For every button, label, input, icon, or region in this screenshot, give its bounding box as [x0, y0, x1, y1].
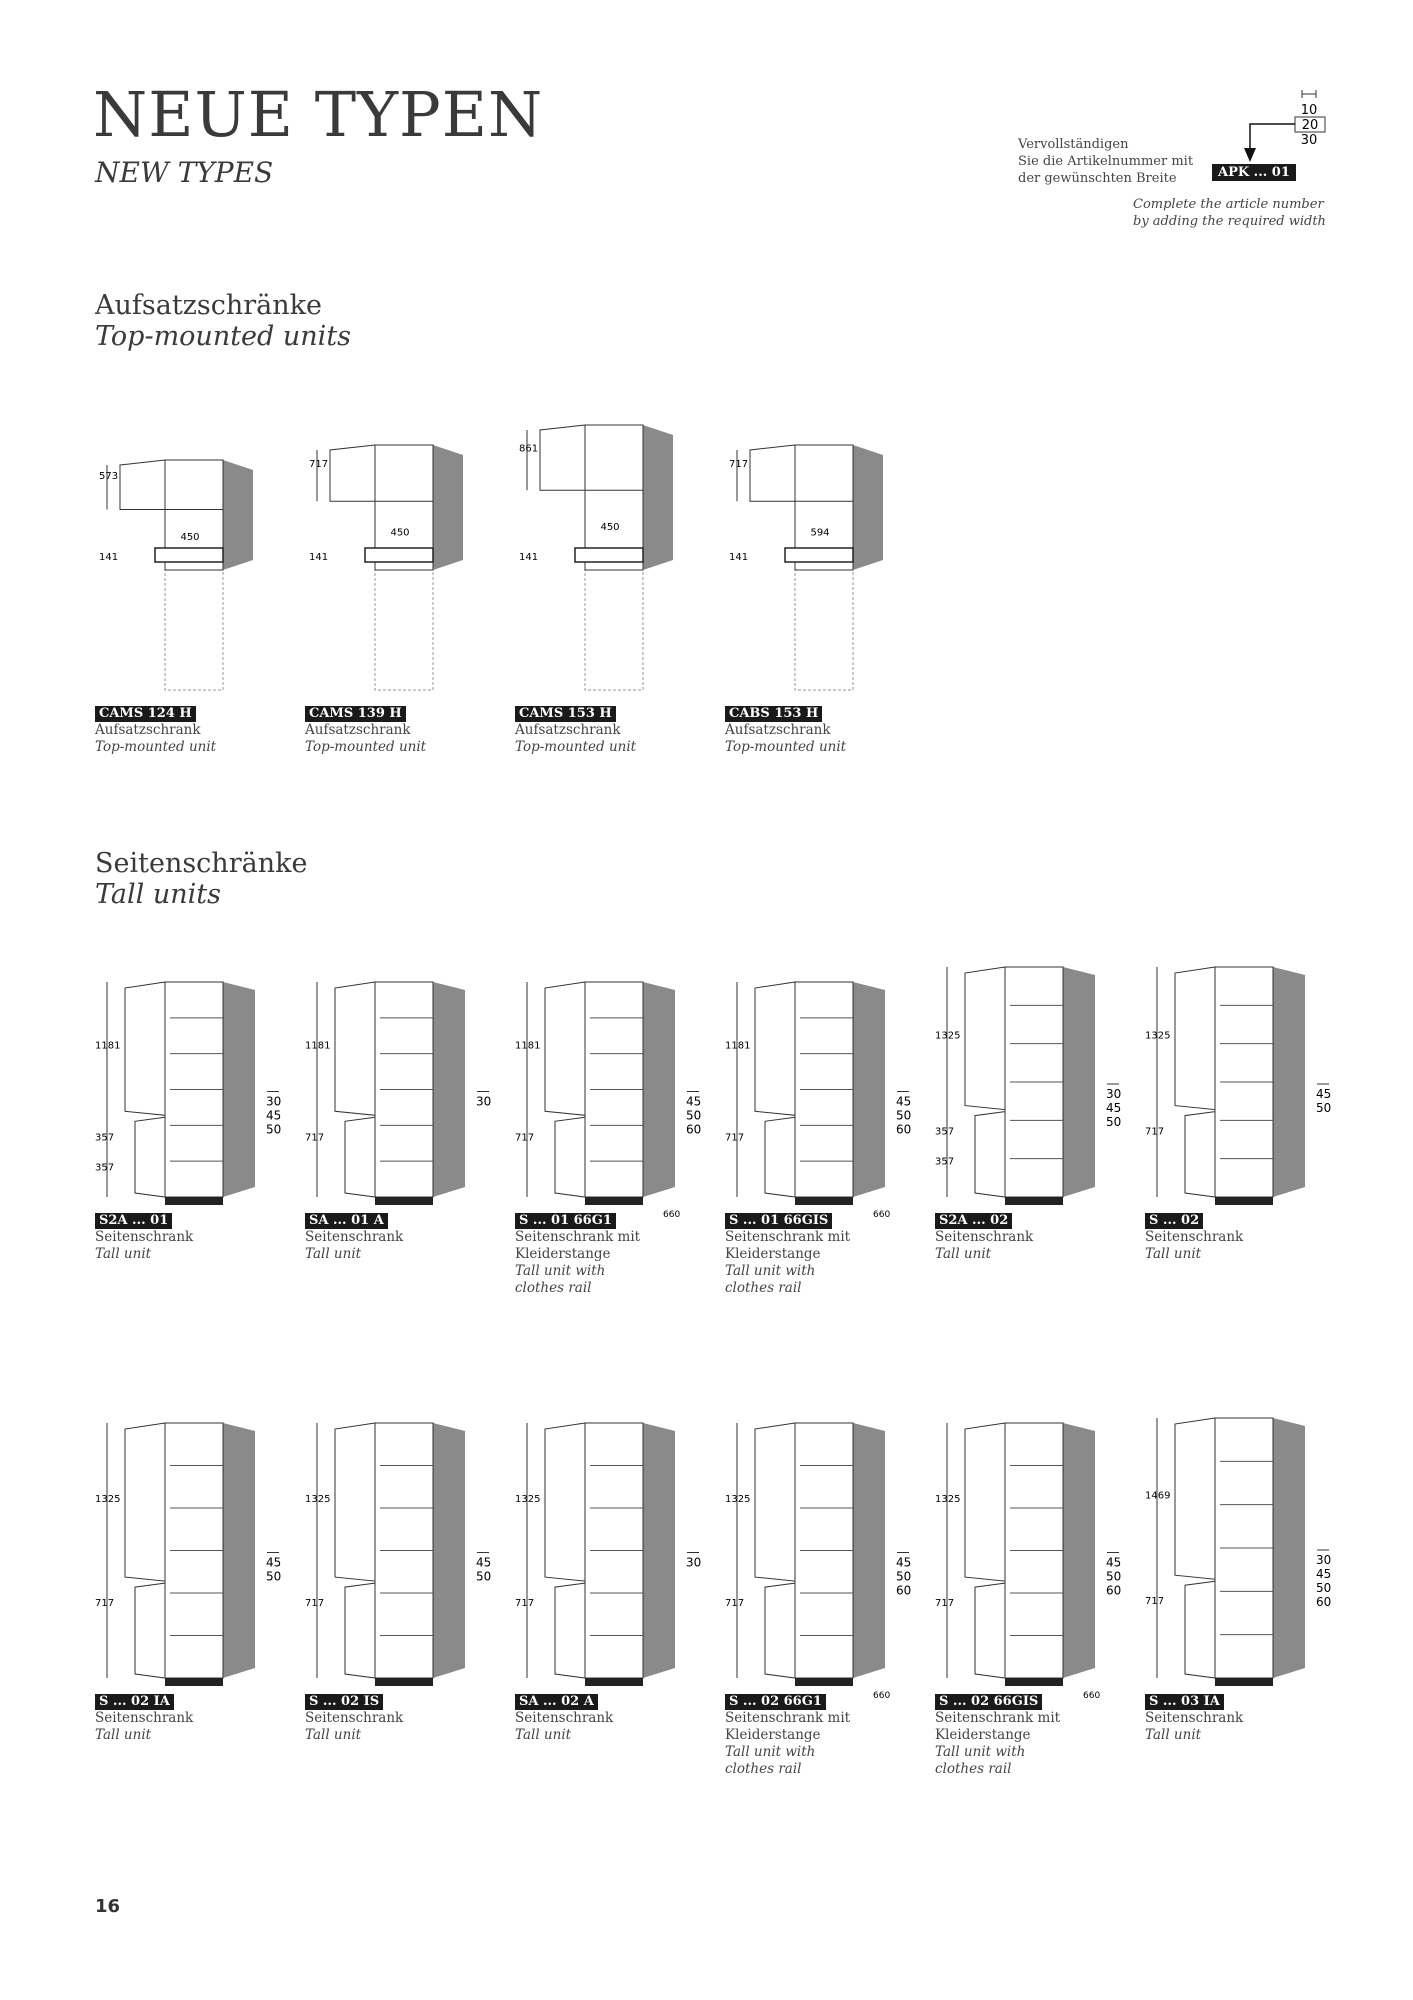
width-option: 60 — [686, 1122, 702, 1137]
cabinet-drawing — [95, 1418, 300, 1690]
hint-text-de — [1018, 136, 1193, 187]
side-panel — [1063, 1423, 1095, 1678]
page-title: NEUE TYPEN — [93, 78, 544, 151]
description-de: Kleiderstange — [935, 1727, 1031, 1743]
width-option: 30 — [1300, 133, 1318, 148]
open-door-lower — [345, 1583, 375, 1678]
article-code: CAMS 124 H — [95, 706, 196, 722]
open-door-lower — [135, 1583, 165, 1678]
open-door-lower — [975, 1112, 1005, 1197]
height-label: 141 — [519, 552, 539, 563]
cabinet-drawing — [305, 962, 510, 1209]
open-door-lower — [1185, 1581, 1215, 1678]
description-en: Tall unit — [1145, 1246, 1202, 1262]
drawer — [365, 548, 433, 562]
width-option: 30 — [266, 1094, 282, 1109]
width-option: 60 — [896, 1122, 912, 1137]
open-door-lower — [975, 1583, 1005, 1678]
height-label: 1325 — [305, 1494, 331, 1506]
side-panel — [853, 445, 883, 570]
width-option: 50 — [1316, 1581, 1332, 1595]
width-option: 10 — [1300, 103, 1318, 118]
description-de: Kleiderstange — [725, 1727, 821, 1743]
width-option: 50 — [476, 1569, 492, 1584]
open-door — [330, 445, 375, 501]
width-option: 50 — [896, 1108, 912, 1123]
appliance-outline — [375, 570, 433, 690]
product-card — [1145, 1418, 1350, 1744]
height-label: 717 — [515, 1598, 535, 1610]
drawer — [785, 548, 853, 562]
open-door-lower — [555, 1583, 585, 1678]
open-door — [120, 460, 165, 510]
height-label: 717 — [305, 1598, 325, 1610]
open-door — [335, 982, 375, 1115]
height-label: 1325 — [725, 1494, 751, 1506]
depth-label: 660 — [873, 1210, 891, 1220]
section-title-en: Tall units — [95, 879, 221, 910]
plinth — [375, 1678, 433, 1686]
arrow-icon — [1250, 124, 1295, 148]
description-en: Tall unit — [95, 1246, 152, 1262]
description-en: clothes rail — [725, 1761, 802, 1777]
width-option: 45 — [1106, 1555, 1122, 1570]
section-heading-top-mounted — [95, 290, 351, 352]
cabinet-drawing — [935, 1418, 1140, 1701]
open-door — [965, 1423, 1005, 1581]
article-code: CAMS 153 H — [515, 706, 616, 722]
plinth — [1215, 1678, 1273, 1686]
article-code: S2A ... 02 — [935, 1213, 1012, 1229]
side-panel — [223, 1423, 255, 1678]
open-door — [545, 1423, 585, 1581]
description-en: Top-mounted unit — [725, 739, 847, 755]
description-en: Tall unit — [1145, 1727, 1202, 1743]
width-option: 30 — [1106, 1087, 1122, 1101]
cabinet-drawing — [515, 405, 720, 702]
section-title-de: Seitenschränke — [95, 848, 308, 879]
cabinet-drawing — [95, 405, 300, 702]
open-door — [125, 982, 165, 1115]
product-card — [95, 1418, 300, 1744]
description-de: Seitenschrank mit — [725, 1710, 851, 1726]
cabinet-drawing — [95, 962, 300, 1209]
open-door-lower — [765, 1117, 795, 1197]
description-en: Tall unit — [305, 1246, 362, 1262]
hint-line: by adding the required width — [1133, 214, 1326, 229]
width-option: 45 — [1106, 1101, 1122, 1115]
height-label: 717 — [935, 1598, 955, 1610]
width-option: 45 — [266, 1108, 282, 1123]
height-label: 573 — [99, 470, 119, 482]
section-heading-tall-units — [95, 848, 307, 910]
width-option-selected: 20 — [1301, 118, 1319, 133]
appliance-outline — [165, 570, 223, 690]
product-card — [95, 962, 300, 1263]
product-card — [725, 1418, 930, 1778]
hint-line: Sie die Artikelnummer mit — [1018, 154, 1194, 169]
width-option: 45 — [686, 1094, 702, 1109]
description-de: Kleiderstange — [725, 1246, 821, 1262]
product-card — [725, 405, 930, 756]
cabinet-drawing — [1145, 1418, 1350, 1690]
height-label: 861 — [519, 443, 539, 455]
article-code: S ... 02 IA — [95, 1694, 174, 1710]
product-card — [725, 962, 930, 1297]
width-option: 45 — [266, 1555, 282, 1570]
page-number: 16 — [95, 1896, 121, 1917]
depth-label: 660 — [663, 1210, 681, 1220]
width-option: 50 — [896, 1569, 912, 1584]
side-panel — [223, 982, 255, 1197]
side-panel — [853, 982, 885, 1197]
inner-height-label: 450 — [600, 522, 620, 534]
description-de: Kleiderstange — [515, 1246, 611, 1262]
side-panel — [1273, 1418, 1305, 1678]
plinth — [585, 1197, 643, 1205]
article-code: S ... 02 66GIS — [935, 1694, 1042, 1710]
height-label: 717 — [309, 459, 329, 471]
product-card — [305, 962, 510, 1263]
width-option: 50 — [1316, 1101, 1332, 1115]
hint-text-en — [1133, 196, 1326, 230]
appliance-outline — [795, 570, 853, 690]
section-title-en: Top-mounted units — [95, 321, 352, 352]
plinth — [165, 1678, 223, 1686]
height-label: 1325 — [935, 1030, 961, 1042]
description-de: Seitenschrank — [95, 1710, 194, 1726]
depth-label: 660 — [873, 1691, 891, 1701]
side-panel — [853, 1423, 885, 1678]
width-option: 60 — [1316, 1595, 1332, 1609]
description-en: Top-mounted unit — [515, 739, 637, 755]
article-code: CABS 153 H — [725, 706, 822, 722]
width-option: 50 — [686, 1108, 702, 1123]
product-card — [305, 1418, 510, 1744]
side-panel — [643, 1423, 675, 1678]
depth-label: 660 — [1083, 1691, 1101, 1701]
width-option: 50 — [266, 1122, 282, 1137]
description-de: Aufsatzschrank — [95, 722, 201, 738]
height-label: 141 — [99, 552, 119, 563]
side-panel — [643, 982, 675, 1197]
height-label: 1325 — [95, 1494, 121, 1506]
open-door-lower — [345, 1117, 375, 1197]
description-en: Tall unit — [515, 1727, 572, 1743]
width-option: 50 — [1106, 1569, 1122, 1584]
cabinet-drawing — [305, 405, 510, 702]
open-door-lower — [1185, 1112, 1215, 1197]
width-option: 60 — [896, 1583, 912, 1598]
description-de: Seitenschrank — [305, 1229, 404, 1245]
description-de: Aufsatzschrank — [305, 722, 411, 738]
inner-height-label: 450 — [390, 527, 410, 539]
open-door — [1175, 1418, 1215, 1579]
description-de: Seitenschrank — [95, 1229, 194, 1245]
description-de: Seitenschrank — [1145, 1710, 1244, 1726]
width-option: 50 — [266, 1569, 282, 1584]
cabinet-drawing — [935, 962, 1140, 1209]
width-option: 60 — [1106, 1583, 1122, 1598]
description-de: Aufsatzschrank — [515, 722, 621, 738]
height-label: 717 — [95, 1598, 115, 1610]
height-label: 717 — [1145, 1596, 1165, 1608]
side-panel — [433, 445, 463, 570]
open-door — [755, 982, 795, 1115]
article-code: S ... 02 — [1145, 1213, 1203, 1229]
description-de: Seitenschrank mit — [725, 1229, 851, 1245]
article-code: S ... 03 IA — [1145, 1694, 1224, 1710]
description-en: clothes rail — [515, 1280, 592, 1296]
height-label: 357 — [95, 1162, 115, 1174]
description-en: Tall unit — [305, 1727, 362, 1743]
description-en: Tall unit — [935, 1246, 992, 1262]
hint-line: der gewünschten Breite — [1018, 171, 1177, 186]
description-de: Seitenschrank — [935, 1229, 1034, 1245]
open-door — [125, 1423, 165, 1581]
height-label: 141 — [309, 552, 329, 563]
description-de: Aufsatzschrank — [725, 722, 831, 738]
product-card — [1145, 962, 1350, 1263]
open-door — [540, 425, 585, 490]
height-label: 1469 — [1145, 1490, 1171, 1502]
article-code: S ... 02 66G1 — [725, 1694, 826, 1710]
width-option: 30 — [1316, 1553, 1332, 1567]
open-door — [755, 1423, 795, 1581]
height-label: 1181 — [515, 1040, 541, 1052]
width-option: 45 — [896, 1094, 912, 1109]
width-option: 30 — [686, 1555, 702, 1570]
side-panel — [1273, 967, 1305, 1197]
description-en: Tall unit with — [515, 1263, 606, 1279]
description-en: Top-mounted unit — [305, 739, 427, 755]
height-label: 357 — [95, 1132, 115, 1144]
height-label: 717 — [729, 459, 749, 471]
height-label: 1181 — [95, 1040, 121, 1052]
side-panel — [1063, 967, 1095, 1197]
description-en: Tall unit with — [935, 1744, 1026, 1760]
product-card — [305, 405, 510, 756]
product-card — [95, 405, 300, 756]
height-label: 141 — [729, 552, 749, 563]
width-option: 50 — [1106, 1115, 1122, 1129]
article-code: SA ... 02 A — [515, 1694, 598, 1710]
plinth — [165, 1197, 223, 1205]
description-de: Seitenschrank mit — [515, 1229, 641, 1245]
open-door — [335, 1423, 375, 1581]
cabinet-drawing — [725, 962, 930, 1220]
open-door — [965, 967, 1005, 1110]
product-card — [515, 405, 720, 756]
drawer — [155, 548, 223, 562]
open-door-lower — [135, 1117, 165, 1197]
page-subtitle: NEW TYPES — [95, 156, 274, 189]
description-de: Seitenschrank — [515, 1710, 614, 1726]
open-door — [750, 445, 795, 501]
description-en: clothes rail — [725, 1280, 802, 1296]
height-label: 717 — [725, 1598, 745, 1610]
plinth — [1005, 1678, 1063, 1686]
article-code: CAMS 139 H — [305, 706, 406, 722]
open-door-lower — [555, 1117, 585, 1197]
description-en: Tall unit with — [725, 1263, 816, 1279]
side-panel — [433, 982, 465, 1197]
open-door-lower — [765, 1583, 795, 1678]
cabinet-drawing — [305, 1418, 510, 1690]
description-de: Seitenschrank mit — [935, 1710, 1061, 1726]
description-en: Tall unit with — [725, 1744, 816, 1760]
height-label: 1181 — [725, 1040, 751, 1052]
height-label: 717 — [305, 1132, 325, 1144]
plinth — [1215, 1197, 1273, 1205]
article-code: S ... 01 66G1 — [515, 1213, 616, 1229]
width-option: 45 — [1316, 1567, 1332, 1581]
article-code: S2A ... 01 — [95, 1213, 172, 1229]
appliance-outline — [585, 570, 643, 690]
height-label: 357 — [935, 1126, 955, 1138]
plinth — [1005, 1197, 1063, 1205]
width-option: 30 — [476, 1094, 492, 1109]
article-code: SA ... 01 A — [305, 1213, 388, 1229]
article-code: S ... 02 IS — [305, 1694, 383, 1710]
side-panel — [643, 425, 673, 570]
open-door — [1175, 967, 1215, 1110]
description-en: clothes rail — [935, 1761, 1012, 1777]
plinth — [795, 1197, 853, 1205]
height-label: 717 — [1145, 1126, 1165, 1138]
height-label: 1325 — [515, 1494, 541, 1506]
product-card — [515, 1418, 720, 1744]
description-en: Tall unit — [95, 1727, 152, 1743]
side-panel — [433, 1423, 465, 1678]
plinth — [375, 1197, 433, 1205]
hint-line: Vervollständigen — [1018, 137, 1129, 152]
cabinet-drawing — [515, 1418, 720, 1690]
section-title-de: Aufsatzschränke — [95, 290, 323, 321]
arrow-head-icon — [1244, 148, 1256, 162]
height-label: 717 — [725, 1132, 745, 1144]
height-label: 357 — [935, 1156, 955, 1168]
height-label: 717 — [515, 1132, 535, 1144]
product-card — [935, 1418, 1140, 1778]
height-label: 1325 — [935, 1494, 961, 1506]
product-card — [935, 962, 1140, 1263]
width-option: 45 — [1316, 1087, 1332, 1101]
drawer — [575, 548, 643, 562]
description-en: Top-mounted unit — [95, 739, 217, 755]
cabinet-drawing — [515, 962, 720, 1220]
product-card — [515, 962, 720, 1297]
side-panel — [223, 460, 253, 570]
description-de: Seitenschrank — [1145, 1229, 1244, 1245]
open-door — [545, 982, 585, 1115]
inner-height-label: 450 — [180, 531, 200, 543]
inner-height-label: 594 — [810, 527, 830, 539]
plinth — [795, 1678, 853, 1686]
width-option: 45 — [896, 1555, 912, 1570]
height-label: 1325 — [1145, 1030, 1171, 1042]
plinth — [585, 1678, 643, 1686]
width-selector-diagram — [1220, 86, 1335, 166]
cabinet-drawing — [725, 405, 930, 702]
cabinet-drawing — [1145, 962, 1350, 1209]
article-code: S ... 01 66GIS — [725, 1213, 832, 1229]
cabinet-drawing — [725, 1418, 930, 1701]
description-de: Seitenschrank — [305, 1710, 404, 1726]
hint-line: Complete the article number — [1133, 197, 1324, 212]
height-label: 1181 — [305, 1040, 331, 1052]
width-option: 45 — [476, 1555, 492, 1570]
article-code-example: APK ... 01 — [1212, 164, 1296, 181]
